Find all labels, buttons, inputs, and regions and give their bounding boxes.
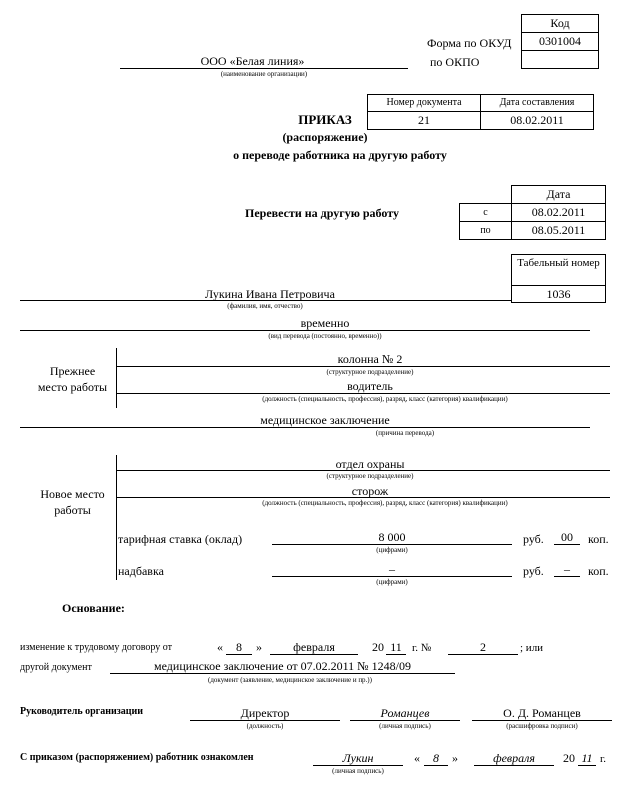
previous-position-line — [116, 393, 610, 394]
transfer-type-caption: (вид перевода (постоянно, временно)) — [268, 332, 382, 340]
transfer-type: временно — [300, 316, 350, 330]
ack-day-line — [424, 765, 448, 766]
transfer-type-line — [20, 330, 590, 331]
contract-prefix: изменение к трудовому договору от — [20, 642, 173, 653]
head-position-caption: (должность) — [246, 722, 284, 730]
ack-close-quote: » — [452, 751, 458, 765]
head-signature-line — [350, 720, 460, 721]
transfer-to-label: по — [459, 221, 512, 240]
head-decoding: О. Д. Романцев — [503, 706, 581, 720]
other-doc-label: другой документ — [20, 662, 92, 673]
previous-bracket — [116, 348, 117, 408]
ack-year-label: г. — [600, 753, 607, 765]
contract-number-line — [448, 654, 518, 655]
head-signature: Романцев — [380, 706, 430, 720]
rate-rub-label: руб. — [523, 532, 544, 546]
new-position: сторож — [351, 484, 389, 498]
ack-signature-caption: (личная подпись) — [332, 767, 384, 775]
bonus-label: надбавка — [118, 564, 164, 578]
contract-close-quote: » — [256, 640, 262, 654]
okpo-value-cell — [521, 50, 599, 69]
reason-value: медицинское заключение — [260, 413, 390, 427]
org-caption: (наименование организации) — [220, 70, 308, 78]
order-subject: о переводе работника на другую работу — [233, 148, 447, 162]
previous-department-line — [116, 366, 610, 367]
employee-name: Лукина Ивана Петровича — [205, 287, 335, 301]
contract-year-prefix: 20 — [372, 640, 384, 654]
bonus-value: – — [389, 562, 395, 576]
ack-label: С приказом (распоряжением) работник ознакомлен — [20, 752, 254, 763]
transfer-to-date: 08.05.2011 — [511, 221, 606, 240]
tab-number-value: 1036 — [511, 285, 606, 303]
ack-year-line — [578, 765, 596, 766]
head-position-line — [190, 720, 340, 721]
contract-year-line — [386, 654, 406, 655]
previous-label-1: Прежнее — [49, 364, 96, 378]
okud-label: Форма по ОКУД — [427, 36, 512, 50]
other-doc-caption: (документ (заявление, медицинское заключение и пр.)) — [208, 676, 372, 684]
contract-month-line — [270, 654, 358, 655]
previous-department-caption: (структурное подразделение) — [326, 368, 414, 376]
tab-number-header: Табельный номер — [511, 254, 606, 286]
rate-kop-line — [554, 544, 580, 545]
ack-signature-line — [313, 765, 403, 766]
ack-year-prefix: 20 — [563, 751, 575, 765]
head-decoding-line — [472, 720, 612, 721]
new-department-line — [116, 470, 610, 471]
ack-signature: Лукин — [342, 751, 374, 765]
doc-date-header: Дата составления — [480, 94, 594, 112]
bonus-kop-label: коп. — [588, 564, 609, 578]
bonus-rub-label: руб. — [523, 564, 544, 578]
previous-department: колонна № 2 — [337, 352, 403, 366]
previous-position-caption: (должность (специальность, профессия), разряд, класс (категория) квалификации) — [262, 395, 508, 403]
contract-or: ; или — [520, 642, 544, 654]
rate-label: тарифная ставка (оклад) — [118, 532, 243, 546]
new-position-line — [116, 497, 610, 498]
head-label: Руководитель организации — [20, 706, 144, 717]
bonus-caption: (цифрами) — [376, 578, 408, 586]
rate-kop-value: 00 — [561, 530, 573, 544]
new-place-label-2: работы — [54, 503, 91, 517]
okud-value-cell: 0301004 — [521, 32, 599, 51]
new-place-bracket — [116, 455, 117, 580]
rate-line — [272, 544, 512, 545]
okpo-label: по ОКПО — [430, 55, 480, 69]
kod-header-cell: Код — [521, 14, 599, 33]
ack-day: 8 — [433, 751, 439, 765]
bonus-line — [272, 576, 512, 577]
bonus-kop-line — [554, 576, 580, 577]
head-signature-caption: (личная подпись) — [379, 722, 431, 730]
new-department-caption: (структурное подразделение) — [326, 472, 414, 480]
transfer-label: Перевести на другую работу — [245, 206, 399, 220]
doc-number-header: Номер документа — [367, 94, 481, 112]
org-name: ООО «Белая линия» — [200, 54, 305, 68]
ack-open-quote: « — [414, 751, 420, 765]
contract-year-suffix: 11 — [390, 640, 402, 654]
rate-caption: (цифрами) — [376, 546, 408, 554]
new-place-label-1: Новое место — [40, 487, 105, 501]
employee-name-caption: (фамилия, имя, отчество) — [227, 302, 303, 310]
new-position-caption: (должность (специальность, профессия), разряд, класс (категория) квалификации) — [262, 499, 508, 507]
order-title: ПРИКАЗ — [298, 112, 352, 127]
transfer-from-label: с — [459, 203, 512, 222]
reason-line — [20, 427, 590, 428]
new-department: отдел охраны — [335, 457, 405, 471]
other-doc-value: медицинское заключение от 07.02.2011 № 1248/09 — [154, 659, 411, 673]
bonus-kop-value: – — [564, 562, 570, 576]
rate-kop-label: коп. — [588, 532, 609, 546]
rate-value: 8 000 — [378, 530, 406, 544]
contract-open-quote: « — [217, 640, 223, 654]
contract-day-line — [226, 654, 252, 655]
doc-date-value: 08.02.2011 — [480, 111, 594, 130]
contract-day: 8 — [236, 640, 242, 654]
org-name-line — [120, 68, 408, 69]
head-position: Директор — [240, 706, 290, 720]
reason-caption: (причина перевода) — [375, 429, 435, 437]
ack-year-suffix: 11 — [581, 751, 593, 765]
transfer-from-date: 08.02.2011 — [511, 203, 606, 222]
order-subtitle: (распоряжение) — [282, 130, 368, 144]
previous-label-2: место работы — [37, 380, 108, 394]
head-decoding-caption: (расшифровка подписи) — [506, 722, 578, 730]
employee-name-line — [20, 300, 511, 301]
contract-number: 2 — [480, 640, 486, 654]
doc-number-value: 21 — [367, 111, 481, 130]
other-doc-line — [110, 673, 455, 674]
ack-month: февраля — [493, 751, 535, 765]
contract-year-label: г. № — [412, 642, 432, 654]
contract-month: февраля — [293, 640, 335, 654]
transfer-date-header: Дата — [511, 185, 606, 204]
previous-position: водитель — [347, 379, 393, 393]
basis-title: Основание: — [62, 601, 125, 615]
ack-month-line — [474, 765, 554, 766]
